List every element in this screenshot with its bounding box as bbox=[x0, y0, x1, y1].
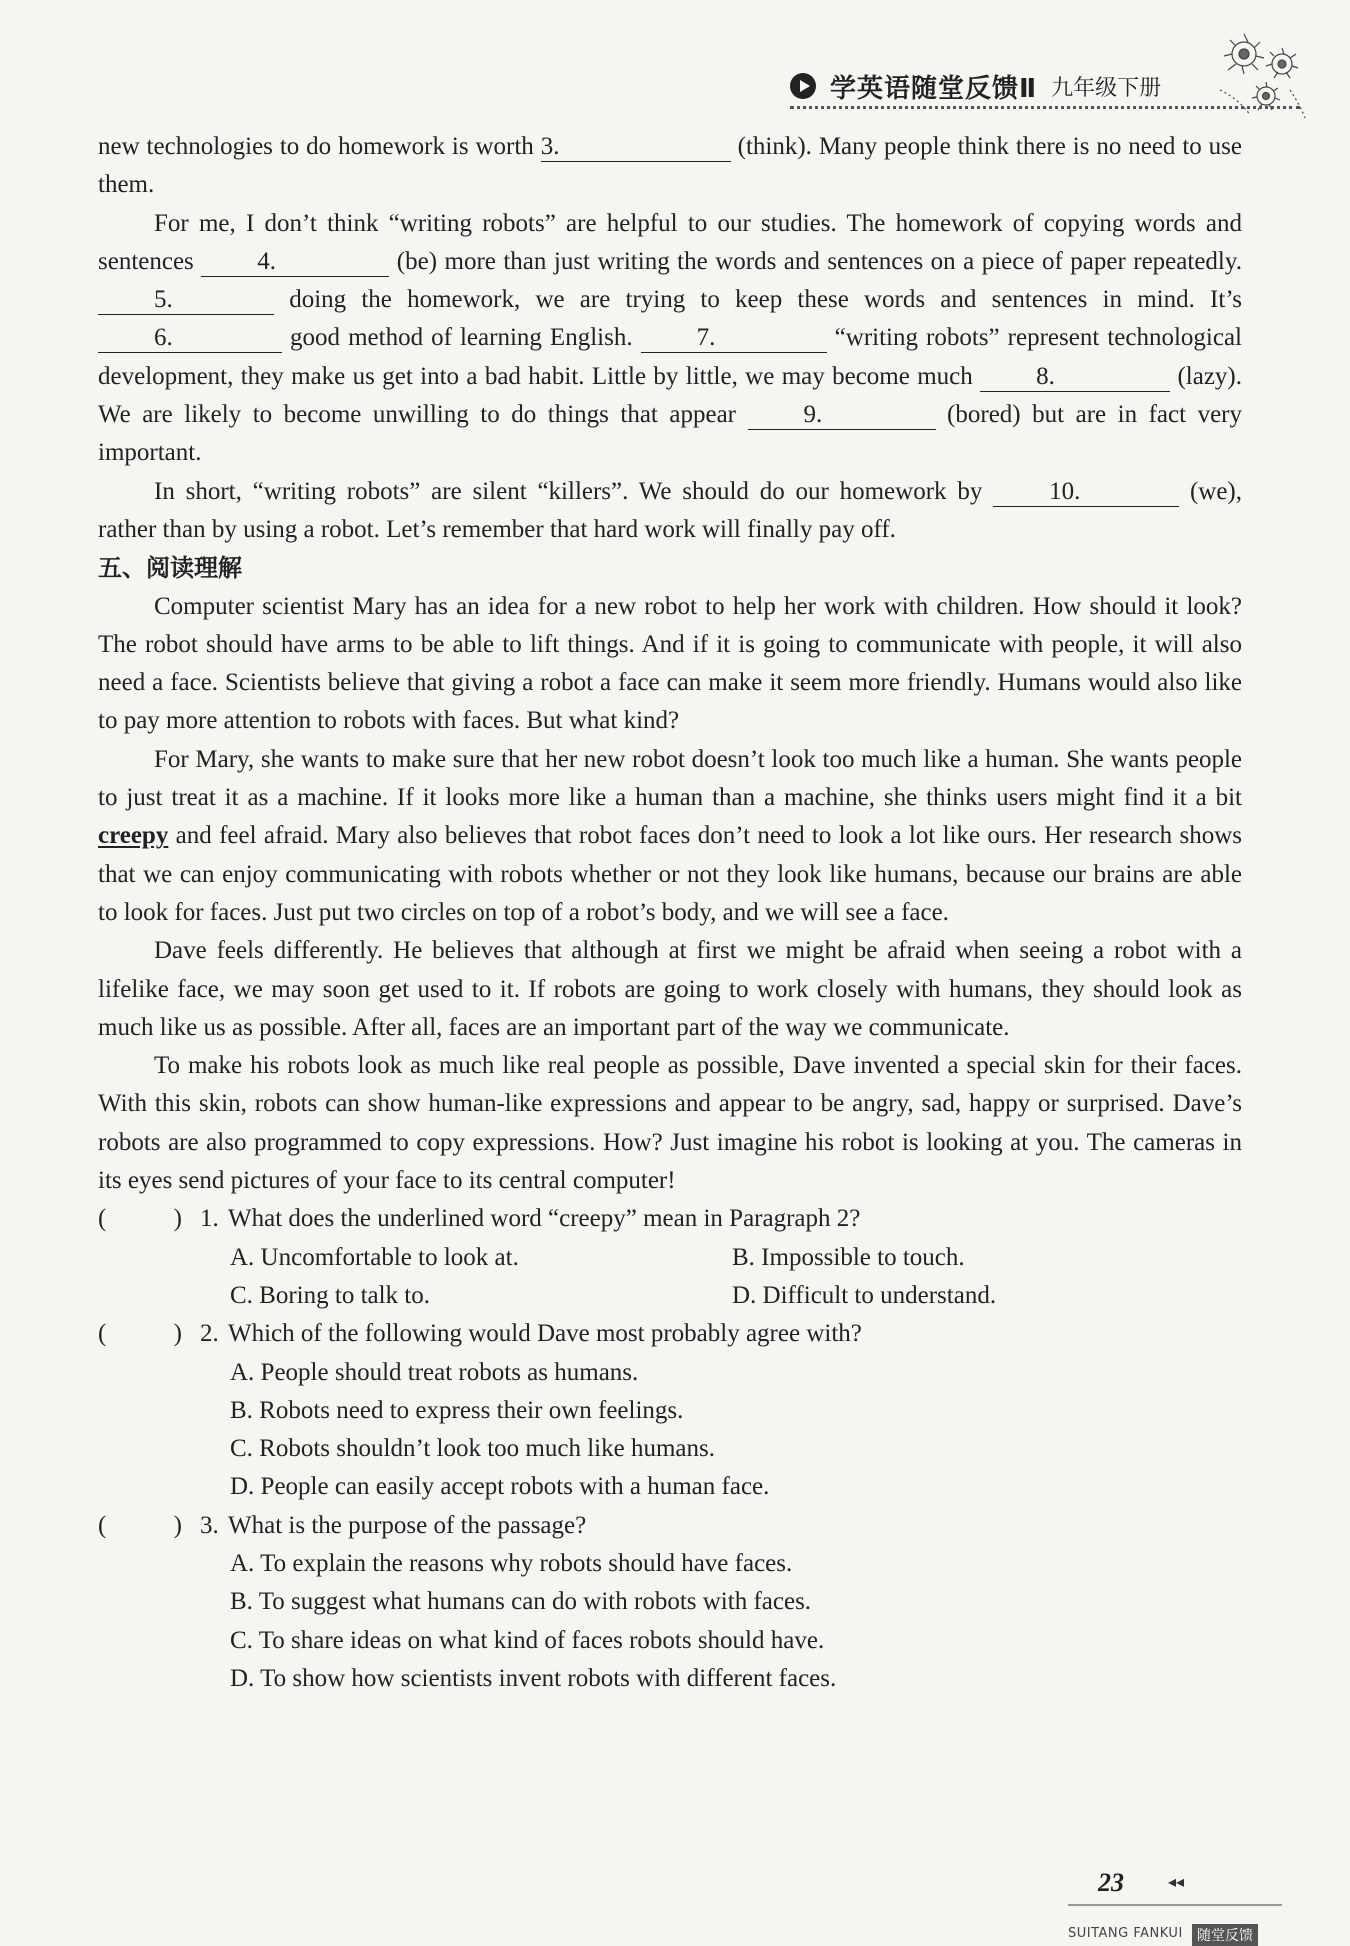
cloze-paragraph-0 bbox=[98, 128, 1242, 205]
question-1 bbox=[98, 1200, 1242, 1315]
option-c[interactable]: C. Robots shouldn’t look too much like humans. bbox=[230, 1435, 715, 1463]
option-d[interactable]: D. People can easily accept robots with a human face. bbox=[230, 1473, 770, 1501]
question-number: 3. bbox=[200, 1511, 219, 1539]
text-run: (we), rather than by using a robot. Let’s remember that hard work will finally pay off. bbox=[98, 477, 1242, 543]
text-run: (think). Many people think there is no need to use them. bbox=[98, 133, 1243, 199]
option-a[interactable]: A. To explain the reasons why robots should have faces. bbox=[230, 1549, 793, 1577]
reading-paragraph-1: Computer scientist Mary has an idea for a new robot to help her work with children. How should it look? The robot should have arms to be able to lift things. And if it is going to communicate with people, it will also need a face. Scientists believe that giving a robot a face can make it seem more friendly. Humans would also like to pay more attention to robots with faces. But what kind? bbox=[98, 592, 1242, 735]
option-a[interactable]: A. People should treat robots as humans. bbox=[230, 1358, 639, 1386]
text-run: (be) more than just writing the words and sentences on a piece of paper repeatedly. bbox=[389, 247, 1242, 275]
book-title: 学英语随堂反馈Ⅱ bbox=[830, 73, 1038, 104]
cloze-paragraph-1 bbox=[98, 205, 1242, 473]
bracket-open: ( bbox=[98, 1205, 107, 1233]
answer-bracket[interactable] bbox=[98, 1507, 200, 1545]
reading-paragraph-4: To make his robots look as much like real people as possible, Dave invented a special skin for their faces. With this skin, robots can show human-like expressions and appear to be angry, sad, happy or surprised. Dave’s robots are also programmed to copy expressions. How? Just imagine his robot is looking at you. The cameras in its eyes send pictures of your face to its central computer! bbox=[98, 1052, 1242, 1195]
question-stem bbox=[98, 1507, 1242, 1545]
blank-4[interactable]: 4. bbox=[201, 249, 389, 277]
text-run: good method of learning English. bbox=[282, 324, 641, 352]
option-a[interactable]: A. Uncomfortable to look at. bbox=[230, 1243, 519, 1271]
bracket-open: ( bbox=[98, 1320, 107, 1348]
book-subtitle: 九年级下册 bbox=[1051, 75, 1162, 101]
page-number: 23 bbox=[1098, 1868, 1124, 1897]
arrow-left-icon: ◂◂ bbox=[1168, 1872, 1185, 1891]
blank-5[interactable]: 5. bbox=[98, 287, 274, 315]
bracket-close: ) bbox=[173, 1205, 182, 1233]
question-text: What is the purpose of the passage? bbox=[228, 1511, 587, 1539]
option-c[interactable]: C. Boring to talk to. bbox=[230, 1281, 430, 1309]
text-run: doing the homework, we are trying to keep these words and sentences in mind. It’s bbox=[274, 286, 1242, 314]
question-3 bbox=[98, 1507, 1242, 1698]
text-run: (bored) but are in fact very important. bbox=[98, 401, 1243, 467]
text-run: For me, I don’t think “writing robots” are helpful to our studies. The homework of copying words and sentences bbox=[98, 209, 1242, 275]
blank-8[interactable]: 8. bbox=[980, 364, 1170, 392]
question-stem bbox=[98, 1200, 1242, 1238]
text-run: In short, “writing robots” are silent “killers”. We should do our homework by bbox=[154, 477, 994, 505]
question-number: 2. bbox=[200, 1320, 219, 1348]
options bbox=[98, 1545, 1242, 1698]
play-circle-icon bbox=[790, 73, 816, 99]
option-d[interactable]: D. To show how scientists invent robots with different faces. bbox=[230, 1664, 837, 1692]
blank-9[interactable]: 9. bbox=[748, 402, 936, 430]
question-text: Which of the following would Dave most probably agree with? bbox=[228, 1320, 862, 1348]
options bbox=[98, 1354, 1242, 1507]
question-number: 1. bbox=[200, 1205, 219, 1233]
blank-10[interactable]: 10. bbox=[993, 479, 1179, 507]
text-run: “writing robots” represent technological development, they make us get into a bad habit. Little by little, we may become much bbox=[98, 324, 1242, 390]
header-divider bbox=[790, 104, 1300, 109]
answer-bracket[interactable] bbox=[98, 1315, 200, 1353]
page-content bbox=[98, 128, 1242, 1698]
page-header bbox=[790, 64, 1161, 108]
bracket-close: ) bbox=[173, 1511, 182, 1539]
option-b[interactable]: B. Impossible to touch. bbox=[732, 1243, 965, 1271]
footer-label: 随堂反馈 bbox=[1192, 1924, 1258, 1946]
underlined-word: creepy bbox=[98, 822, 169, 850]
blank-3[interactable]: 3. bbox=[541, 134, 731, 162]
option-b[interactable]: B. To suggest what humans can do with robots with faces. bbox=[230, 1588, 812, 1616]
bracket-close: ) bbox=[173, 1320, 182, 1348]
option-c[interactable]: C. To share ideas on what kind of faces robots should have. bbox=[230, 1626, 825, 1654]
option-b[interactable]: B. Robots need to express their own feelings. bbox=[230, 1396, 684, 1424]
cloze-paragraph-2 bbox=[98, 473, 1242, 550]
answer-bracket[interactable] bbox=[98, 1200, 200, 1238]
option-d[interactable]: D. Difficult to understand. bbox=[732, 1281, 997, 1309]
footer-pinyin: SUITANG FANKUI bbox=[1068, 1926, 1183, 1941]
blank-6[interactable]: 6. bbox=[98, 325, 282, 353]
bracket-open: ( bbox=[98, 1511, 107, 1539]
footer-divider bbox=[1068, 1904, 1282, 1906]
question-text: What does the underlined word “creepy” mean in Paragraph 2? bbox=[228, 1205, 861, 1233]
text-run: For Mary, she wants to make sure that her new robot doesn’t look too much like a human. She wants people to just treat it as a machine. If it looks more like a human than a machine, she thinks users might find it a bit bbox=[98, 745, 1242, 812]
question-2 bbox=[98, 1315, 1242, 1506]
text-run: (lazy). We are likely to become unwilling to do things that appear bbox=[98, 362, 1242, 429]
question-stem bbox=[98, 1315, 1242, 1353]
section-title: 五、阅读理解 bbox=[98, 554, 242, 583]
text-run: and feel afraid. Mary also believes that robot faces don’t need to look a lot like ours. Her research shows that we can enjoy communicating with robots whether or not they look like humans, because our brains are able to look for faces. Just put two circles on top of a robot’s body, and we will see a face. bbox=[98, 822, 1242, 926]
blank-7[interactable]: 7. bbox=[641, 325, 827, 353]
reading-paragraph-3: Dave feels differently. He believes that although at first we might be afraid when seeing a robot with a lifelike face, we may soon get used to it. If robots are going to work closely with humans, they should look as much like us as possible. After all, faces are an important part of the way we communicate. bbox=[98, 937, 1242, 1041]
text-run: new technologies to do homework is worth bbox=[98, 133, 541, 160]
options bbox=[98, 1239, 1242, 1316]
reading-paragraph-2 bbox=[98, 741, 1242, 932]
